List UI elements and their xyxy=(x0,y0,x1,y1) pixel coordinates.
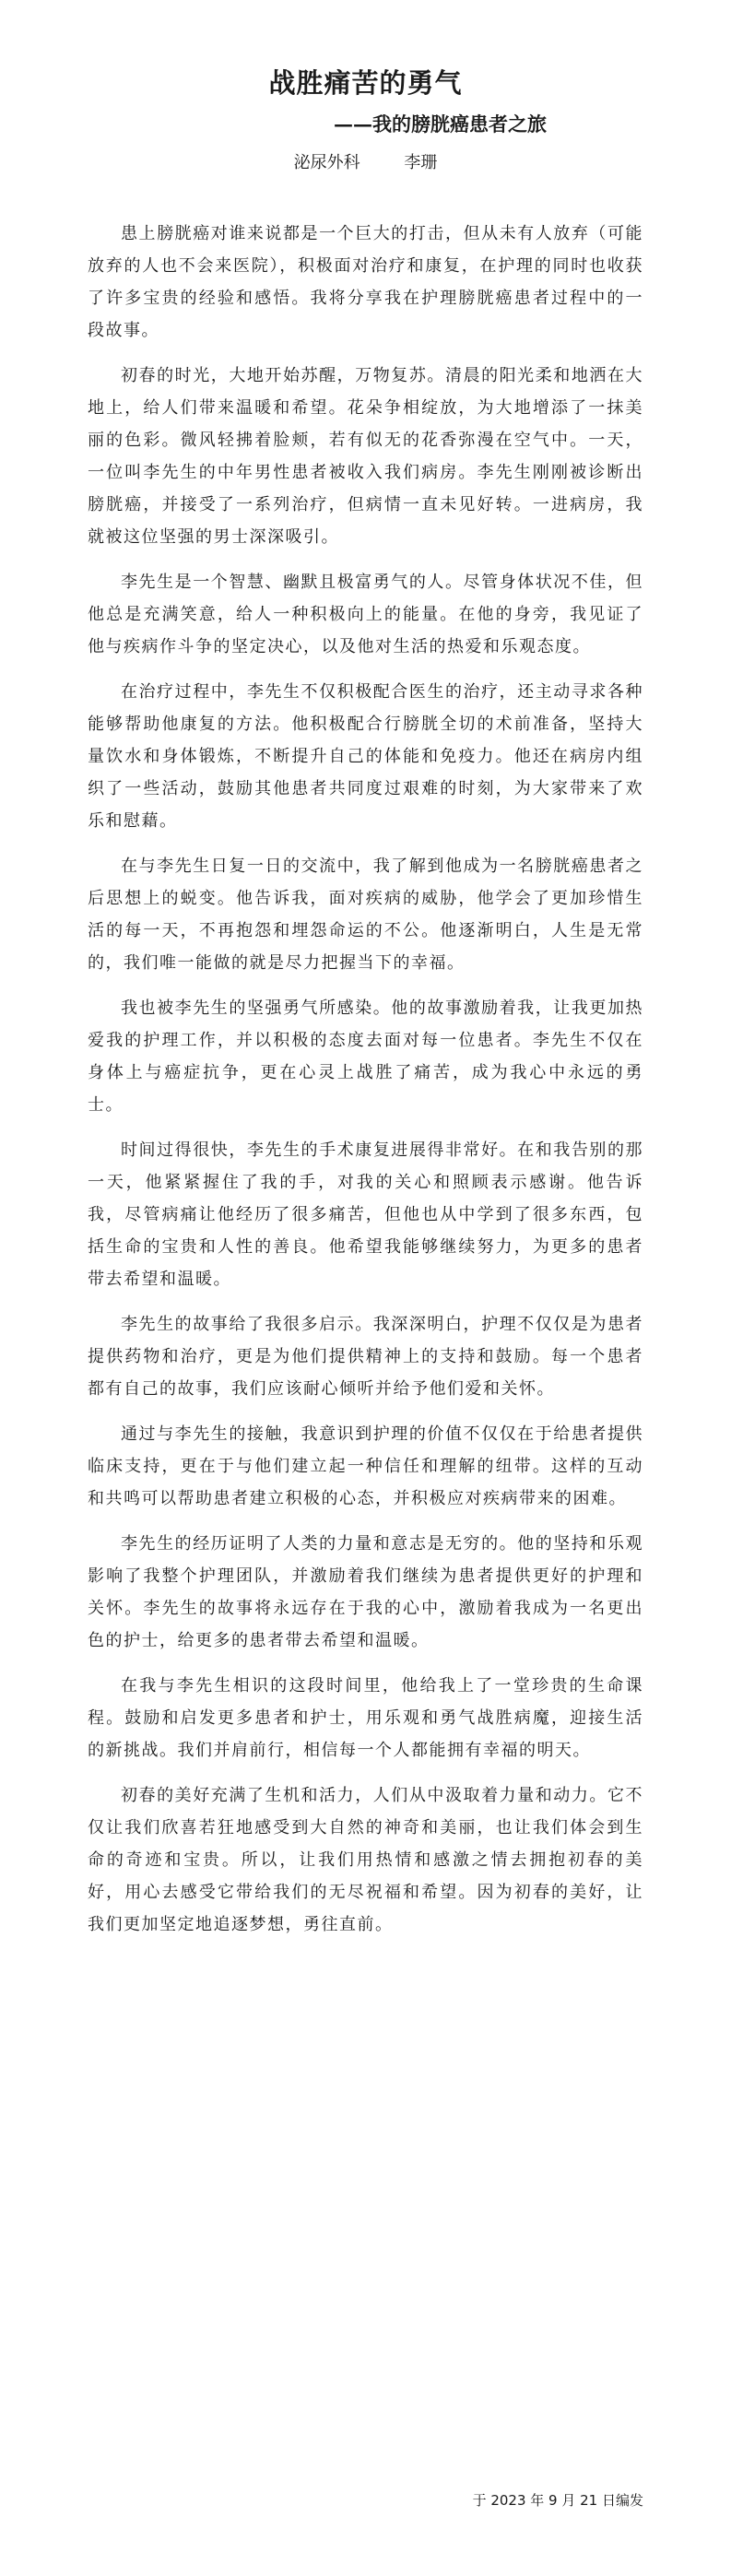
document-subtitle: ——我的膀胱癌患者之旅 xyxy=(334,112,547,136)
paragraph: 李先生的经历证明了人类的力量和意志是无穷的。他的坚持和乐观影响了我整个护理团队，并激励着我们继续为患者提供更好的护理和关怀。李先生的故事将永远存在于我的心中，激励着我成为一名更出色的护士，给更多的患者带去希望和温暖。 xyxy=(88,1534,643,1650)
paragraph: 在我与李先生相识的这段时间里，他给我上了一堂珍贵的生命课程。鼓励和启发更多患者和护士，用乐观和勇气战胜病魔，迎接生活的新挑战。我们并肩前行，相信每一个人都能拥有幸福的明天。 xyxy=(88,1676,643,1760)
article-body xyxy=(88,218,643,1941)
paragraph: 患上膀胱癌对谁来说都是一个巨大的打击，但从未有人放弃（可能放弃的人也不会来医院），积极面对治疗和康复，在护理的同时也收获了许多宝贵的经验和感悟。我将分享我在护理膀胱癌患者过程中的一段故事。 xyxy=(88,224,643,340)
author-line xyxy=(88,149,643,177)
paragraph: 在与李先生日复一日的交流中，我了解到他成为一名膀胱癌患者之后思想上的蜕变。他告诉我，面对疾病的威胁，他学会了更加珍惜生活的每一天，不再抱怨和埋怨命运的不公。他逐渐明白，人生是无常的，我们唯一能做的就是尽力把握当下的幸福。 xyxy=(88,857,643,973)
paragraph: 李先生的故事给了我很多启示。我深深明白，护理不仅仅是为患者提供药物和治疗，更是为他们提供精神上的支持和鼓励。每一个患者都有自己的故事，我们应该耐心倾听并给予他们爱和关怀。 xyxy=(88,1315,643,1399)
paragraph: 李先生是一个智慧、幽默且极富勇气的人。尽管身体状况不佳，但他总是充满笑意，给人一种积极向上的能量。在他的身旁，我见证了他与疾病作斗争的坚定决心，以及他对生活的热爱和乐观态度。 xyxy=(88,573,643,656)
document-title: 战胜痛苦的勇气 xyxy=(268,67,463,99)
publish-date: 于 2023 年 9 月 21 日编发 xyxy=(472,2492,643,2509)
paragraph: 通过与李先生的接触，我意识到护理的价值不仅仅在于给患者提供临床支持，更在于与他们建立起一种信任和理解的纽带。这样的互动和共鸣可以帮助患者建立积极的心态，并积极应对疾病带来的困难。 xyxy=(88,1424,643,1508)
paragraph: 我也被李先生的坚强勇气所感染。他的故事激励着我，让我更加热爱我的护理工作，并以积极的态度去面对每一位患者。李先生不仅在身体上与癌症抗争，更在心灵上战胜了痛苦，成为我心中永远的勇士。 xyxy=(88,998,643,1115)
paragraph: 时间过得很快，李先生的手术康复进展得非常好。在和我告别的那一天，他紧紧握住了我的手，对我的关心和照顾表示感谢。他告诉我，尽管病痛让他经历了很多痛苦，但他也从中学到了很多东西，包括生命的宝贵和人性的善良。他希望我能够继续努力，为更多的患者带去希望和温暖。 xyxy=(88,1140,643,1289)
author-name: 李珊 xyxy=(404,153,438,172)
paragraph: 在治疗过程中，李先生不仅积极配合医生的治疗，还主动寻求各种能够帮助他康复的方法。他积极配合行膀胱全切的术前准备，坚持大量饮水和身体锻炼，不断提升自己的体能和免疫力。他还在病房内组织了一些活动，鼓励其他患者共同度过艰难的时刻，为大家带来了欢乐和慰藉。 xyxy=(88,682,643,831)
paragraph: 初春的美好充满了生机和活力，人们从中汲取着力量和动力。它不仅让我们欣喜若狂地感受到大自然的神奇和美丽，也让我们体会到生命的奇迹和宝贵。所以，让我们用热情和感激之情去拥抱初春的美好，用心去感受它带给我们的无尽祝福和希望。因为初春的美好，让我们更加坚定地追逐梦想，勇往直前。 xyxy=(88,1786,643,1934)
paragraph: 初春的时光，大地开始苏醒，万物复苏。清晨的阳光柔和地洒在大地上，给人们带来温暖和希望。花朵争相绽放，为大地增添了一抹美丽的色彩。微风轻拂着脸颊，若有似无的花香弥漫在空气中。一天，一位叫李先生的中年男性患者被收入我们病房。李先生刚刚被诊断出膀胱癌，并接受了一系列治疗，但病情一直未见好转。一进病房，我就被这位坚强的男士深深吸引。 xyxy=(88,366,643,547)
author-department: 泌尿外科 xyxy=(293,153,360,172)
